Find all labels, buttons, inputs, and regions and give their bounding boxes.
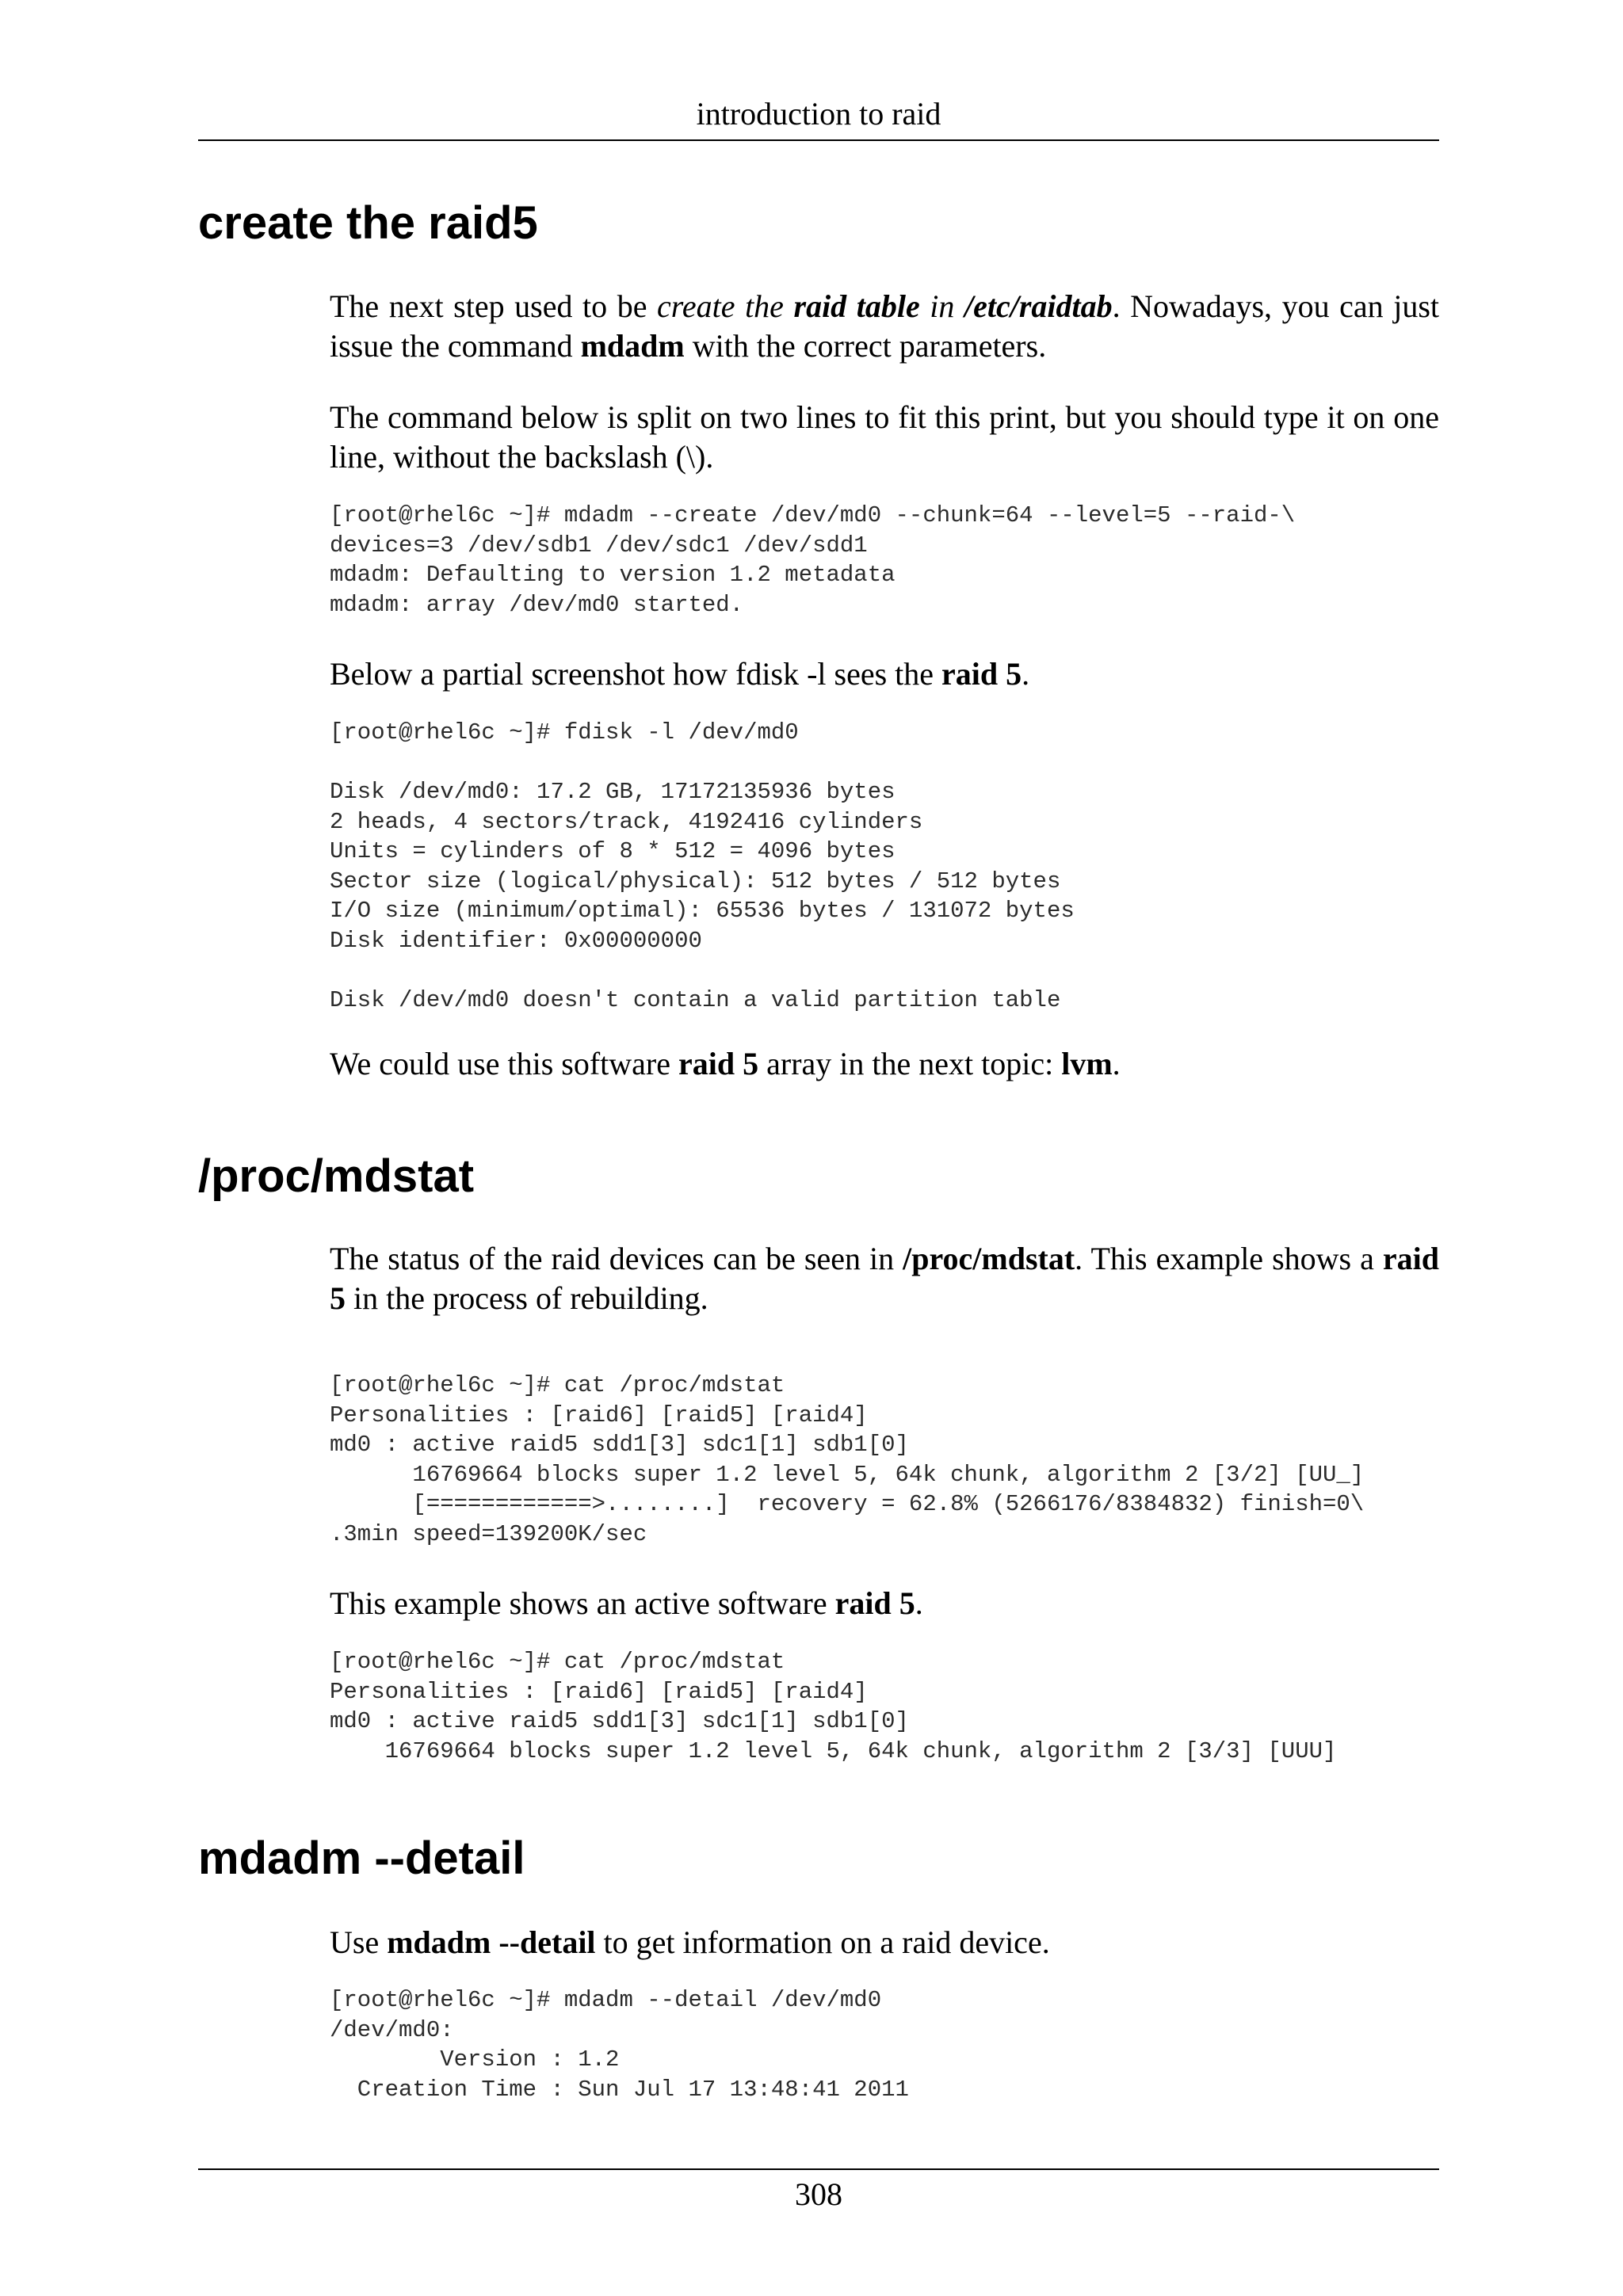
code-block-mdstat-rebuild: [root@rhel6c ~]# cat /proc/mdstat Personalities : [raid6] [raid5] [raid4] md0 : active raid5 sdd1[3] sdc1[1] sdb1[0] 16769664 blocks super 1.2 level 5, 64k chunk, algorithm 2 [3/2] [UU_] [============>........] recovery = 62.8% (5266176/8384832) finish=0\ .3min speed=139200K/sec bbox=[330, 1372, 1365, 1547]
bold-run: raid 5 bbox=[941, 656, 1022, 692]
code-block-mdstat-active: [root@rhel6c ~]# cat /proc/mdstat Personalities : [raid6] [raid5] [raid4] md0 : active raid5 sdd1[3] sdc1[1] sdb1[0] 16769664 blocks super 1.2 level 5, 64k chunk, algorithm 2 [3/3] [UUU] bbox=[330, 1649, 1337, 1764]
text-run: to get information on a raid device. bbox=[595, 1924, 1050, 1960]
text-run: The command below is split on two lines to fit this print, but you should type it on one line, without the backslash (\). bbox=[330, 399, 1439, 475]
text-run: array in the next topic: bbox=[758, 1046, 1062, 1081]
code-block-fdisk: [root@rhel6c ~]# fdisk -l /dev/md0 Disk /dev/md0: 17.2 GB, 17172135936 bytes 2 heads, 4 sectors/track, 4192416 cylinders Units = cylinders of 8 * 512 = 4096 bytes Sector size (logical/physical): 512 bytes / 512 bytes I/O size (minimum/optimal): 65536 bytes / 131072 bytes Disk identifier: 0x00000000 Disk /dev/md0 doesn't contain a valid partition table bbox=[330, 719, 1075, 1013]
bold-run: mdadm bbox=[580, 328, 685, 364]
section-heading-proc-mdstat: /proc/mdstat bbox=[198, 1150, 475, 1202]
bold-run: lvm bbox=[1061, 1046, 1113, 1081]
text-run: . bbox=[1022, 656, 1030, 692]
italic-run: create the bbox=[657, 288, 794, 324]
code-block-mdadm-detail: [root@rhel6c ~]# mdadm --detail /dev/md0 /dev/md0: Version : 1.2 Creation Time : Sun Jul 17 13:48:41 2011 bbox=[330, 1987, 909, 2103]
text-run: . Nowadays, you can just issue the command bbox=[330, 288, 1439, 364]
italic-run: in bbox=[919, 288, 964, 324]
footer-rule bbox=[198, 2168, 1439, 2170]
bold-italic-run: raid table bbox=[793, 288, 920, 324]
paragraph-split-command bbox=[330, 398, 1439, 477]
text-run: with the correct parameters. bbox=[684, 328, 1047, 364]
header-rule bbox=[198, 139, 1439, 141]
text-run: in the process of rebuilding. bbox=[346, 1280, 708, 1316]
paragraph-mdadm-detail bbox=[330, 1923, 1439, 1962]
text-run: Use bbox=[330, 1924, 388, 1960]
running-header: introduction to raid bbox=[696, 96, 941, 132]
page-number: 308 bbox=[795, 2176, 842, 2212]
bold-run: raid 5 bbox=[678, 1046, 759, 1081]
text-run: . bbox=[1112, 1046, 1121, 1081]
paragraph-active-raid5 bbox=[330, 1584, 1439, 1623]
text-run: . This example shows a bbox=[1075, 1241, 1383, 1276]
text-run: This example shows an active software bbox=[330, 1585, 835, 1621]
text-run: We could use this software bbox=[330, 1046, 678, 1081]
section-heading-mdadm-detail: mdadm --detail bbox=[198, 1833, 525, 1884]
text-run: The status of the raid devices can be seen in bbox=[330, 1241, 903, 1276]
text-run: Below a partial screenshot how fdisk -l sees the bbox=[330, 656, 942, 692]
bold-run: raid 5 bbox=[330, 1241, 1439, 1316]
paragraph-fdisk-intro bbox=[330, 654, 1439, 694]
bold-run: /proc/mdstat bbox=[903, 1241, 1075, 1276]
bold-italic-run: /etc/raidtab bbox=[964, 288, 1113, 324]
paragraph-raidtab bbox=[330, 287, 1439, 366]
paragraph-mdstat-intro bbox=[330, 1239, 1439, 1318]
text-run: The next step used to be bbox=[330, 288, 658, 324]
code-block-mdadm-create: [root@rhel6c ~]# mdadm --create /dev/md0 --chunk=64 --level=5 --raid-\ devices=3 /dev/sdb1 /dev/sdc1 /dev/sdd1 mdadm: Defaulting to version 1.2 metadata mdadm: array /dev/md0 started. bbox=[330, 502, 1296, 618]
bold-run: mdadm --detail bbox=[387, 1924, 596, 1960]
bold-run: raid 5 bbox=[834, 1585, 915, 1621]
section-heading-create-raid5: create the raid5 bbox=[198, 197, 538, 249]
paragraph-lvm-note bbox=[330, 1044, 1439, 1084]
text-run: . bbox=[915, 1585, 923, 1621]
